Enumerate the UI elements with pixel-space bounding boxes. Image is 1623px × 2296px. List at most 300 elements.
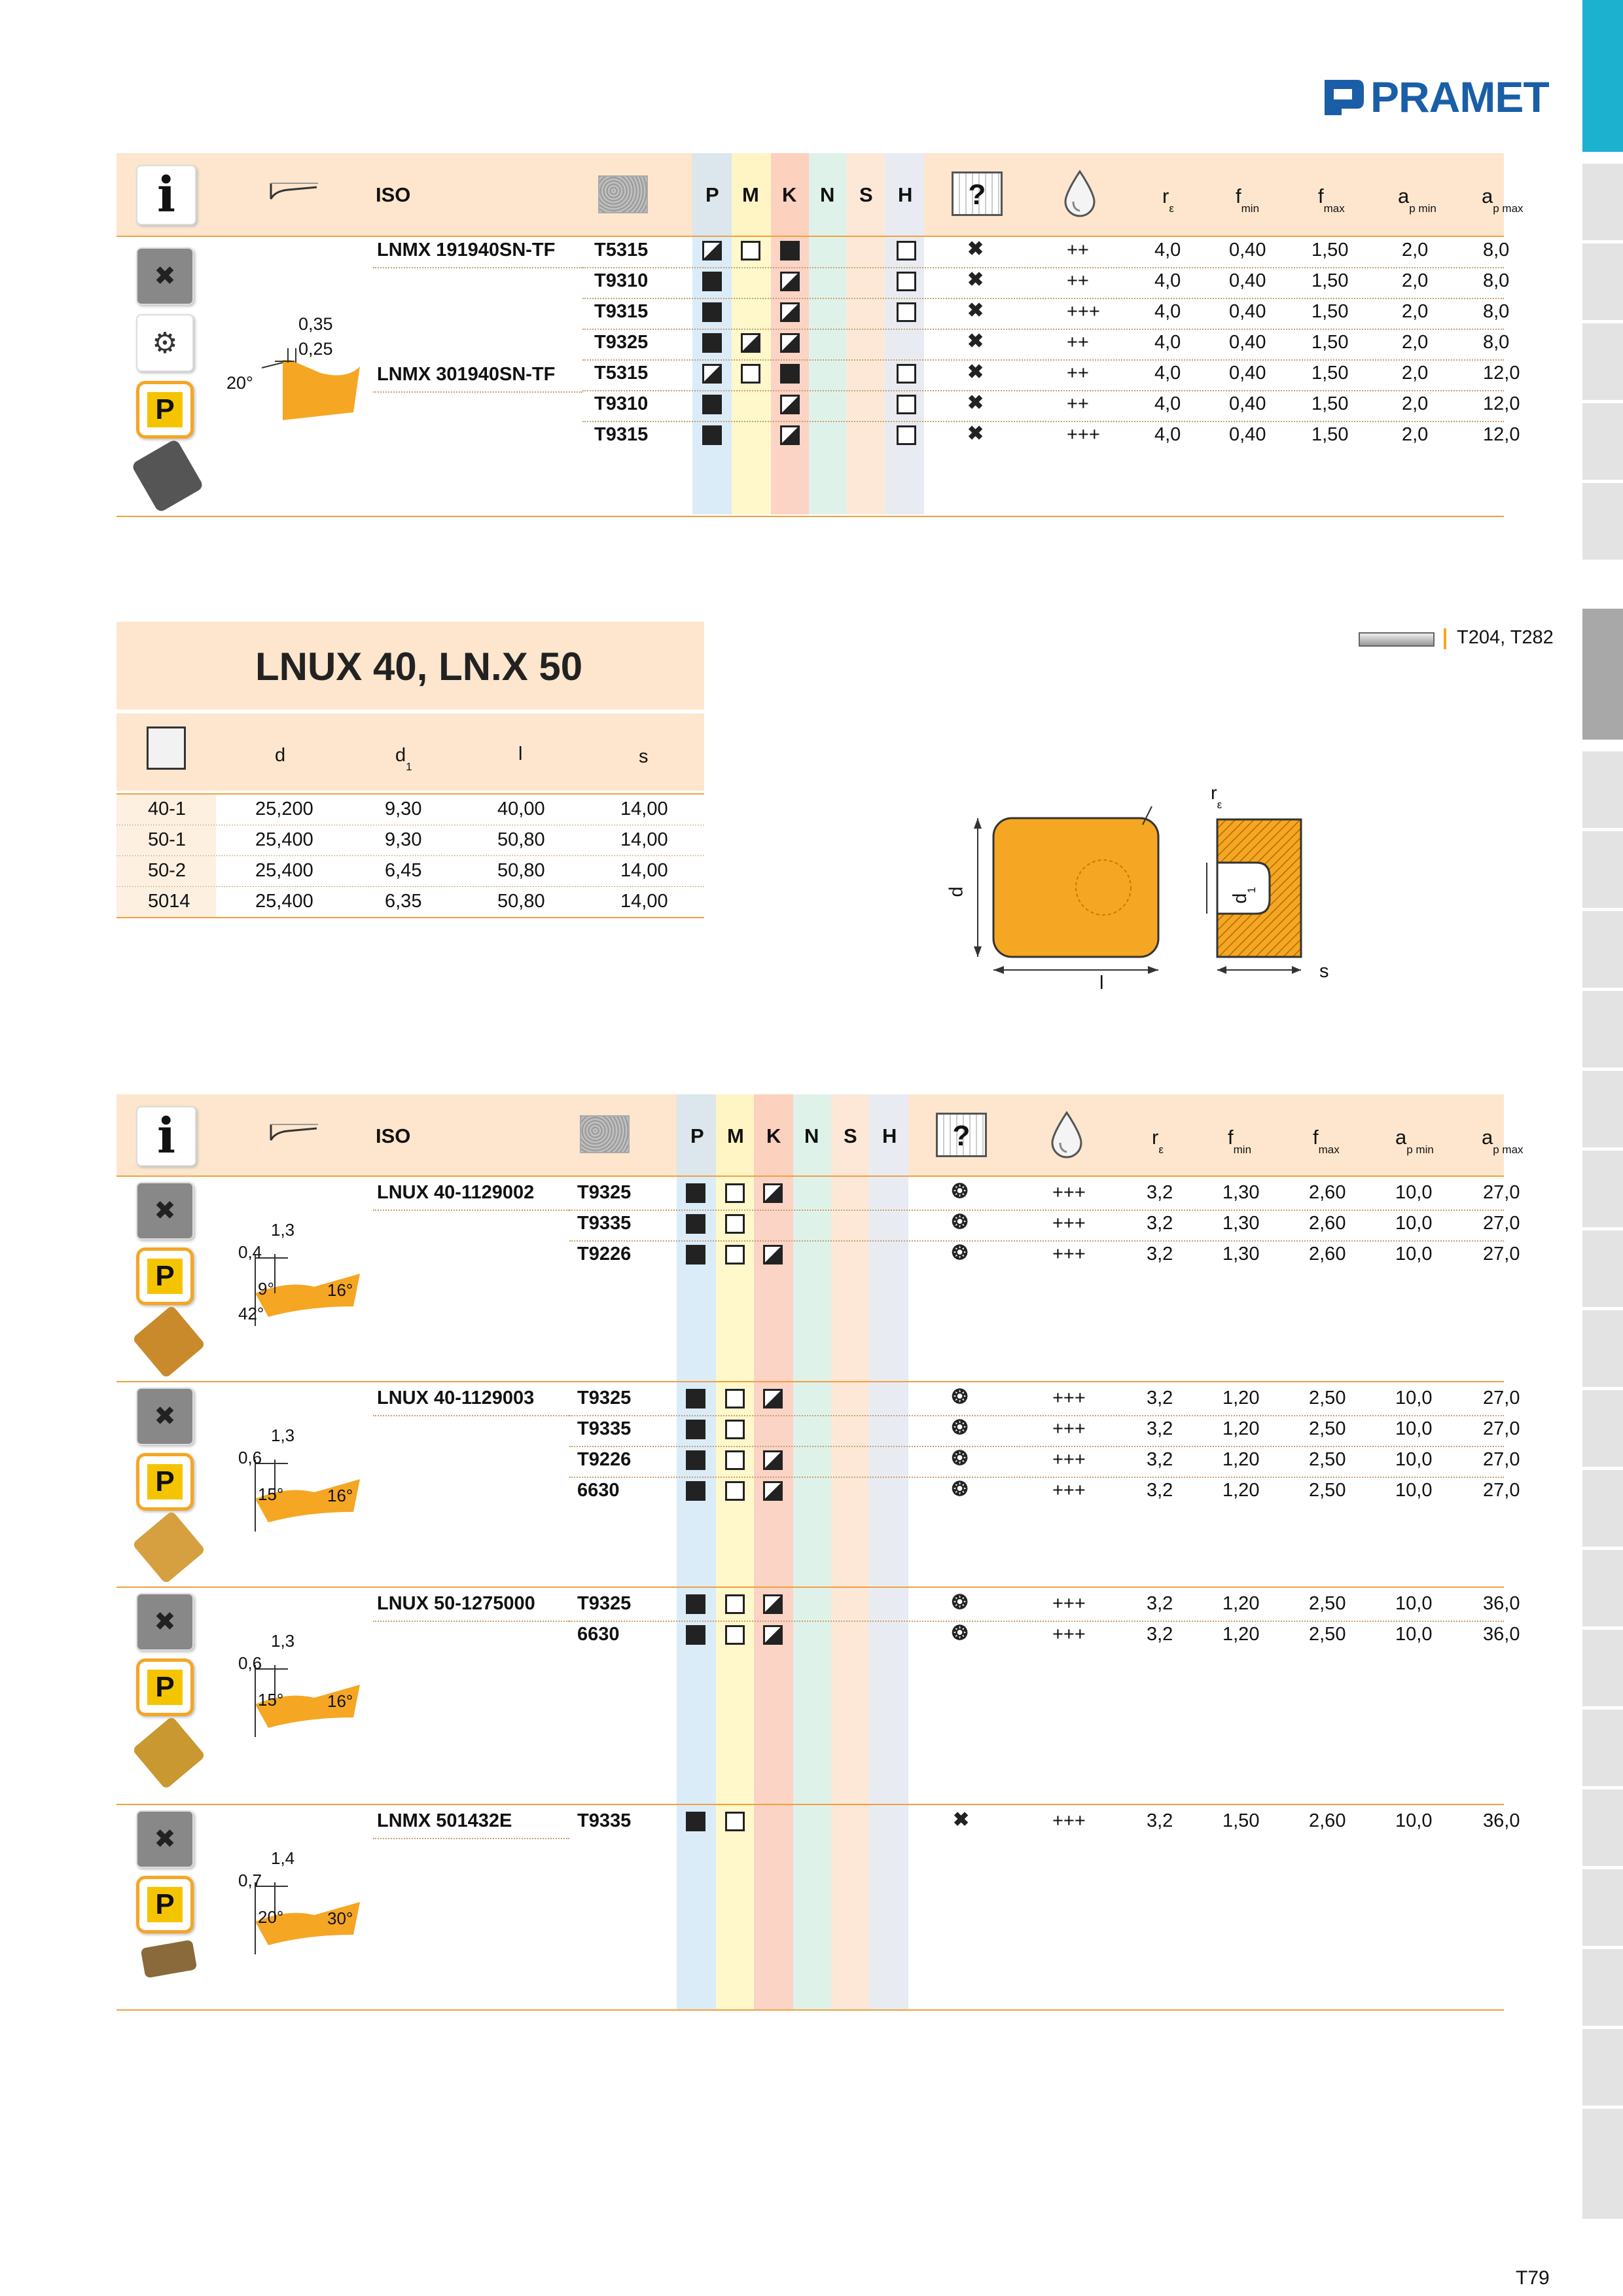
drawing-label-d1: $d_1$ [1229, 887, 1258, 904]
header-M: M [742, 183, 759, 206]
dims-variant: 50-2 [148, 860, 187, 881]
cell-fmin: 1,30 [1222, 1244, 1260, 1265]
col-d: d [275, 745, 286, 766]
grade-code[interactable]: T9310 [594, 270, 649, 291]
coolant-drop-icon [1048, 1110, 1085, 1160]
coolant-rating: +++ [1052, 1810, 1086, 1831]
header-P: P [690, 1124, 704, 1147]
row-divider [569, 1240, 1504, 1242]
cell-fmax: 2,50 [1309, 1388, 1346, 1408]
machine-icon: ✖ [136, 1810, 194, 1868]
cell-apmin: 10,0 [1395, 1449, 1433, 1470]
header-H: H [898, 183, 913, 206]
divider [116, 793, 704, 795]
dims-title: LNUX 40, LN.X 50 [255, 645, 583, 689]
cell-apmin: 10,0 [1395, 1388, 1433, 1408]
profile-label: 0,4 [238, 1242, 262, 1262]
tab[interactable] [1582, 1710, 1623, 1786]
grade-suitability-marker-half [741, 333, 760, 353]
cell-apmax: 8,0 [1483, 270, 1510, 291]
grade-suitability-marker-full [780, 364, 800, 384]
profile-label: 16° [327, 1486, 353, 1505]
grade-suitability-marker-half [763, 1245, 783, 1265]
row-divider [569, 1621, 1504, 1622]
cell-apmax: 8,0 [1483, 240, 1510, 260]
grade-code[interactable]: T9325 [594, 332, 649, 353]
material-icon [598, 175, 648, 213]
material-p-letter: P [147, 1464, 183, 1499]
cell-apmax: 36,0 [1483, 1624, 1520, 1645]
divider [116, 2009, 1504, 2011]
tab[interactable] [1582, 1390, 1623, 1467]
brand-name: PRAMET [1370, 73, 1549, 121]
grade-code[interactable]: T9315 [594, 301, 649, 322]
header-re: $r_\varepsilon$ [1152, 1126, 1164, 1156]
profile-label: 0,6 [238, 1653, 262, 1673]
tab[interactable] [1582, 991, 1623, 1067]
profile-label: 1,3 [271, 1220, 295, 1240]
cell-fmax: 1,50 [1311, 240, 1349, 260]
coolant-rating: ++ [1067, 270, 1089, 291]
profile-label: 1,3 [271, 1631, 295, 1651]
coolant-rating: +++ [1052, 1480, 1086, 1501]
divider [116, 1381, 1504, 1382]
machine-icon: ✖ [136, 1388, 194, 1445]
header-M: M [727, 1124, 744, 1147]
grade-suitability-marker-full [686, 1625, 705, 1645]
row-divider [569, 1446, 1504, 1447]
grade-code[interactable]: T9325 [577, 1182, 632, 1203]
dims-value: 50,80 [497, 891, 545, 912]
material-icon [580, 1115, 630, 1153]
cell-apmin: 10,0 [1395, 1624, 1433, 1645]
grade-suitability-marker-half [763, 1389, 783, 1408]
dims-variant: 50-1 [148, 829, 187, 850]
divider [116, 1587, 1504, 1588]
header-apmin: $a_{p min}$ [1398, 185, 1436, 215]
dims-value: 50,80 [497, 860, 545, 881]
coolant-rating: ++ [1067, 240, 1089, 260]
grade-suitability-marker-half [702, 241, 722, 260]
dims-value: 25,400 [255, 891, 313, 912]
grade-suitability-marker-empty [725, 1481, 745, 1501]
tab[interactable] [1582, 1550, 1623, 1626]
cell-apmin: 2,0 [1402, 424, 1429, 445]
coolant-rating: ++ [1067, 363, 1089, 384]
cell-fmin: 0,40 [1229, 301, 1266, 322]
operation-icon: ? [936, 1113, 987, 1157]
row-divider [582, 421, 1504, 422]
cell-re: 3,2 [1147, 1213, 1173, 1234]
tab[interactable] [1582, 1630, 1623, 1706]
header-apmin: $a_{p min}$ [1395, 1126, 1434, 1156]
header-K: K [766, 1124, 781, 1147]
cell-fmax: 1,50 [1311, 393, 1349, 414]
header-fmin: $f_{min}$ [1236, 185, 1260, 215]
cell-re: 4,0 [1154, 301, 1181, 322]
cell-fmax: 2,50 [1309, 1480, 1346, 1501]
coolant-rating: +++ [1067, 424, 1100, 445]
coolant-rating: ++ [1067, 332, 1089, 353]
coolant-rating: +++ [1052, 1388, 1086, 1408]
cell-apmin: 2,0 [1402, 301, 1429, 322]
grade-code[interactable]: 6630 [577, 1480, 620, 1501]
coolant-drop-icon [1061, 169, 1098, 219]
operation-suitability-icon: ✖ [967, 361, 984, 383]
operation-suitability-icon: ❂ [952, 1592, 969, 1613]
header-N: N [820, 183, 835, 206]
grade-suitability-marker-half [780, 395, 800, 414]
cell-fmax: 2,60 [1309, 1213, 1346, 1234]
cell-re: 3,2 [1147, 1418, 1173, 1439]
row-divider [569, 1415, 1504, 1416]
cell-re: 3,2 [1147, 1388, 1173, 1408]
dims-value: 14,00 [620, 829, 668, 850]
operation-suitability-icon: ✖ [967, 331, 984, 352]
insert-name[interactable]: LNMX 191940SN-TF [377, 240, 556, 260]
operation-suitability-icon: ❂ [952, 1242, 969, 1264]
insert-photo [132, 1305, 206, 1379]
row-divider [582, 267, 1504, 268]
edge-profile-diagram [223, 308, 366, 425]
coolant-rating: +++ [1052, 1449, 1086, 1470]
dims-value: 25,400 [255, 829, 313, 850]
dims-value: 50,80 [497, 829, 545, 850]
cell-apmin: 10,0 [1395, 1213, 1433, 1234]
grade-code[interactable]: T9226 [577, 1449, 632, 1470]
pramet-logo [1322, 75, 1548, 119]
cell-fmax: 2,60 [1309, 1810, 1346, 1831]
cell-apmax: 27,0 [1483, 1182, 1520, 1203]
grade-suitability-marker-half [780, 425, 800, 445]
cell-apmax: 12,0 [1483, 393, 1520, 414]
operation-suitability-icon: ✖ [967, 269, 984, 291]
cell-re: 3,2 [1147, 1810, 1173, 1831]
divider [116, 236, 1504, 237]
operation-suitability-icon: ❂ [952, 1623, 969, 1644]
cell-fmin: 0,40 [1229, 363, 1266, 384]
grade-suitability-marker-empty [897, 272, 916, 291]
tab[interactable] [1582, 751, 1623, 828]
cell-apmax: 27,0 [1483, 1388, 1520, 1408]
info-icon[interactable]: i [136, 1106, 196, 1166]
row-divider [373, 1838, 569, 1839]
dims-value: 14,00 [620, 798, 668, 819]
col-band-K [754, 1094, 793, 2009]
divider [116, 516, 1504, 517]
dims-value: 25,200 [255, 798, 313, 819]
cell-re: 3,2 [1147, 1624, 1173, 1645]
grade-suitability-marker-half [763, 1594, 783, 1614]
tab-active[interactable] [1582, 0, 1623, 152]
row-divider [582, 390, 1504, 391]
cell-apmin: 2,0 [1402, 270, 1429, 291]
cell-fmax: 2,50 [1309, 1449, 1346, 1470]
grade-suitability-marker-full [702, 425, 722, 445]
grade-suitability-marker-half [702, 364, 722, 384]
row-divider [582, 329, 1504, 330]
spindle-icon: ⚙ [136, 314, 194, 372]
profile-label: 0,6 [238, 1448, 262, 1467]
header-fmax: $f_{max}$ [1313, 1126, 1340, 1156]
insert-name[interactable]: LNUX 50-1275000 [377, 1593, 535, 1614]
cell-apmax: 27,0 [1483, 1480, 1520, 1501]
cell-re: 4,0 [1154, 424, 1181, 445]
insert-photo [131, 439, 204, 513]
grade-suitability-marker-full [686, 1389, 705, 1408]
cell-fmin: 0,40 [1229, 270, 1266, 291]
grade-suitability-marker-half [780, 272, 800, 291]
dims-value: 9,30 [385, 798, 422, 819]
divider [116, 1804, 1504, 1805]
insert-photo [132, 1511, 206, 1585]
grade-suitability-marker-empty [897, 425, 916, 445]
dims-value: 6,35 [385, 891, 422, 912]
row-divider [569, 1477, 1504, 1478]
row-divider [582, 298, 1504, 299]
cell-re: 3,2 [1147, 1593, 1173, 1614]
tab[interactable] [1582, 2109, 1623, 2219]
tab[interactable] [1582, 403, 1623, 480]
cell-re: 3,2 [1147, 1449, 1173, 1470]
grade-suitability-marker-full [686, 1183, 705, 1203]
tab[interactable] [1582, 1310, 1623, 1387]
cell-fmax: 2,60 [1309, 1244, 1346, 1265]
drawing-label-s: s [1319, 961, 1329, 982]
cell-fmax: 2,50 [1309, 1624, 1346, 1645]
insert-photo [141, 1939, 198, 1978]
profile-label: 1,3 [271, 1426, 295, 1445]
cell-fmin: 1,50 [1222, 1810, 1260, 1831]
grade-suitability-marker-full [686, 1812, 705, 1831]
profile-label: 20° [258, 1907, 284, 1927]
grade-suitability-marker-half [763, 1625, 783, 1645]
grade-code[interactable]: T5315 [594, 363, 649, 384]
cell-apmin: 2,0 [1402, 393, 1429, 414]
grade-code[interactable]: T9335 [577, 1810, 632, 1831]
grade-suitability-marker-half [780, 333, 800, 353]
cell-fmin: 0,40 [1229, 332, 1266, 353]
tab[interactable] [1582, 164, 1623, 240]
operation-suitability-icon: ❂ [952, 1211, 969, 1233]
header-K: K [782, 183, 797, 206]
grade-suitability-marker-full [702, 302, 722, 322]
cell-apmax: 27,0 [1483, 1213, 1520, 1234]
col-d1: $d_1$ [395, 745, 412, 773]
header-re: $r_\varepsilon$ [1162, 185, 1174, 215]
grade-code[interactable]: T9315 [594, 424, 649, 445]
header-fmax: $f_{max}$ [1318, 185, 1345, 215]
grade-suitability-marker-empty [741, 364, 760, 384]
cell-apmin: 10,0 [1395, 1244, 1433, 1265]
row-divider [373, 391, 582, 393]
tab[interactable] [1582, 1151, 1623, 1227]
material-p-icon [136, 1876, 194, 1933]
grade-suitability-marker-empty [897, 241, 916, 260]
machine-icon: ✖ [136, 1593, 194, 1651]
grade-suitability-marker-empty [725, 1812, 745, 1831]
machine-icon: ✖ [136, 247, 194, 305]
cell-fmin: 1,20 [1222, 1624, 1260, 1645]
machine-icon: ✖ [136, 1182, 194, 1240]
col-band-N [793, 1094, 831, 2009]
cell-fmax: 2,60 [1309, 1182, 1346, 1203]
row-divider [116, 917, 704, 918]
cell-fmax: 1,50 [1311, 363, 1349, 384]
coolant-rating: +++ [1052, 1418, 1086, 1439]
grade-suitability-marker-full [702, 272, 722, 291]
dims-value: 6,45 [385, 860, 422, 881]
info-icon[interactable]: i [136, 165, 196, 225]
material-p-letter: P [147, 1670, 183, 1705]
header-N: N [804, 1124, 819, 1147]
row-divider [373, 267, 582, 268]
cell-apmin: 10,0 [1395, 1593, 1433, 1614]
cell-apmin: 2,0 [1402, 240, 1429, 260]
page-number: T79 [1516, 2267, 1550, 2289]
tab[interactable] [1582, 1949, 1623, 2026]
col-s: s [639, 746, 649, 767]
insert-name[interactable]: LNUX 40-1129002 [377, 1182, 535, 1203]
grade-code[interactable]: T9325 [577, 1593, 632, 1614]
insert-dimension-drawing [949, 772, 1381, 1014]
profile-label: 1,4 [271, 1848, 295, 1868]
cell-fmin: 0,40 [1229, 424, 1266, 445]
grade-code[interactable]: T9226 [577, 1244, 632, 1265]
cell-fmin: 1,30 [1222, 1213, 1260, 1234]
grade-suitability-marker-empty [725, 1625, 745, 1645]
tab[interactable] [1582, 483, 1623, 560]
holder-ref[interactable]: T204, T282 [1457, 627, 1554, 648]
cell-fmax: 1,50 [1311, 332, 1349, 353]
tab[interactable] [1582, 831, 1623, 908]
col-band-S [847, 153, 885, 514]
grade-suitability-marker-empty [897, 364, 916, 384]
cell-apmax: 27,0 [1483, 1244, 1520, 1265]
grade-suitability-marker-full [780, 241, 800, 260]
grade-suitability-marker-empty [725, 1245, 745, 1265]
tab[interactable] [1582, 1869, 1623, 1946]
insert-name[interactable]: LNMX 301940SN-TF [377, 364, 556, 385]
cell-fmin: 1,20 [1222, 1480, 1260, 1501]
grade-suitability-marker-full [686, 1450, 705, 1470]
cell-apmax: 27,0 [1483, 1418, 1520, 1439]
cell-fmin: 1,20 [1222, 1388, 1260, 1408]
coolant-rating: +++ [1052, 1244, 1086, 1265]
holder-icon [1359, 632, 1435, 647]
cell-re: 4,0 [1154, 393, 1181, 414]
col-band-S [831, 1094, 869, 2009]
cell-fmin: 1,20 [1222, 1449, 1260, 1470]
section-tabs [1582, 0, 1623, 2219]
grade-suitability-marker-empty [725, 1450, 745, 1470]
insert-photo [132, 1716, 206, 1790]
coolant-rating: +++ [1052, 1182, 1086, 1203]
insert-name[interactable]: LNMX 501432E [377, 1810, 512, 1831]
tab[interactable] [1582, 2029, 1623, 2106]
cell-apmax: 36,0 [1483, 1810, 1520, 1831]
coolant-rating: +++ [1052, 1213, 1086, 1234]
profile-label: 0,7 [238, 1871, 262, 1890]
cell-fmin: 1,20 [1222, 1418, 1260, 1439]
profile-label: 16° [327, 1691, 353, 1711]
grade-suitability-marker-empty [897, 302, 916, 322]
operation-suitability-icon: ✖ [967, 300, 984, 321]
material-p-icon [136, 1247, 194, 1305]
coolant-rating: ++ [1067, 393, 1089, 414]
header-apmax: $a_{p max}$ [1482, 185, 1524, 215]
coolant-rating: +++ [1052, 1624, 1086, 1645]
operation-suitability-icon: ❂ [952, 1417, 969, 1439]
tab[interactable] [1582, 1470, 1623, 1547]
grade-suitability-marker-half [763, 1450, 783, 1470]
tab[interactable] [1582, 911, 1623, 988]
material-p-icon [136, 1453, 194, 1511]
profile-label: 30° [327, 1909, 353, 1928]
profile-label: 9° [258, 1279, 274, 1299]
grade-suitability-marker-full [686, 1420, 705, 1439]
grade-code[interactable]: T9310 [594, 393, 649, 414]
tab[interactable] [1582, 323, 1623, 400]
cell-apmax: 27,0 [1483, 1449, 1520, 1470]
drawing-label-re: $r_\varepsilon$ [1211, 783, 1222, 811]
grade-code[interactable]: 6630 [577, 1624, 620, 1645]
dims-value: 9,30 [385, 829, 422, 850]
tab[interactable] [1582, 243, 1623, 320]
tab[interactable] [1582, 1071, 1623, 1147]
insert-name[interactable]: LNUX 40-1129003 [377, 1388, 535, 1408]
grade-code[interactable]: T9335 [577, 1213, 632, 1234]
cell-re: 4,0 [1154, 270, 1181, 291]
cell-fmax: 1,50 [1311, 424, 1349, 445]
cell-apmax: 12,0 [1483, 424, 1520, 445]
tab[interactable] [1582, 1230, 1623, 1307]
operation-suitability-icon: ❂ [952, 1479, 969, 1500]
header-H: H [882, 1124, 897, 1147]
col-band-N [809, 153, 847, 514]
row-divider [582, 359, 1504, 361]
grade-suitability-marker-empty [725, 1389, 745, 1408]
grade-code[interactable]: T9325 [577, 1388, 632, 1408]
operation-suitability-icon: ❂ [952, 1448, 969, 1469]
cell-fmax: 2,50 [1309, 1418, 1346, 1439]
cell-fmin: 0,40 [1229, 393, 1266, 414]
col-band-H [869, 1094, 908, 2009]
col-band-H [885, 153, 924, 514]
header-P: P [705, 183, 719, 206]
grade-suitability-marker-half [763, 1481, 783, 1501]
coolant-rating: +++ [1067, 301, 1100, 322]
tab[interactable] [1582, 1789, 1623, 1866]
material-p-letter: P [147, 1259, 183, 1294]
operation-suitability-icon: ❂ [952, 1386, 969, 1408]
operation-suitability-icon: ✖ [967, 392, 984, 414]
grade-code[interactable]: T5315 [594, 240, 649, 260]
dims-value: 40,00 [497, 798, 545, 819]
row-divider [569, 1210, 1504, 1211]
cell-apmax: 8,0 [1483, 301, 1510, 322]
insert-profile-icon [268, 181, 321, 207]
dims-variant: 40-1 [148, 798, 187, 819]
cell-re: 4,0 [1154, 240, 1181, 260]
cell-fmin: 0,40 [1229, 240, 1266, 260]
tab-current-section[interactable] [1582, 609, 1623, 740]
grade-suitability-marker-empty [725, 1420, 745, 1439]
operation-suitability-icon: ❂ [952, 1181, 969, 1202]
insert-profile-icon [268, 1122, 321, 1148]
cell-re: 3,2 [1147, 1244, 1173, 1265]
grade-code[interactable]: T9335 [577, 1418, 632, 1439]
